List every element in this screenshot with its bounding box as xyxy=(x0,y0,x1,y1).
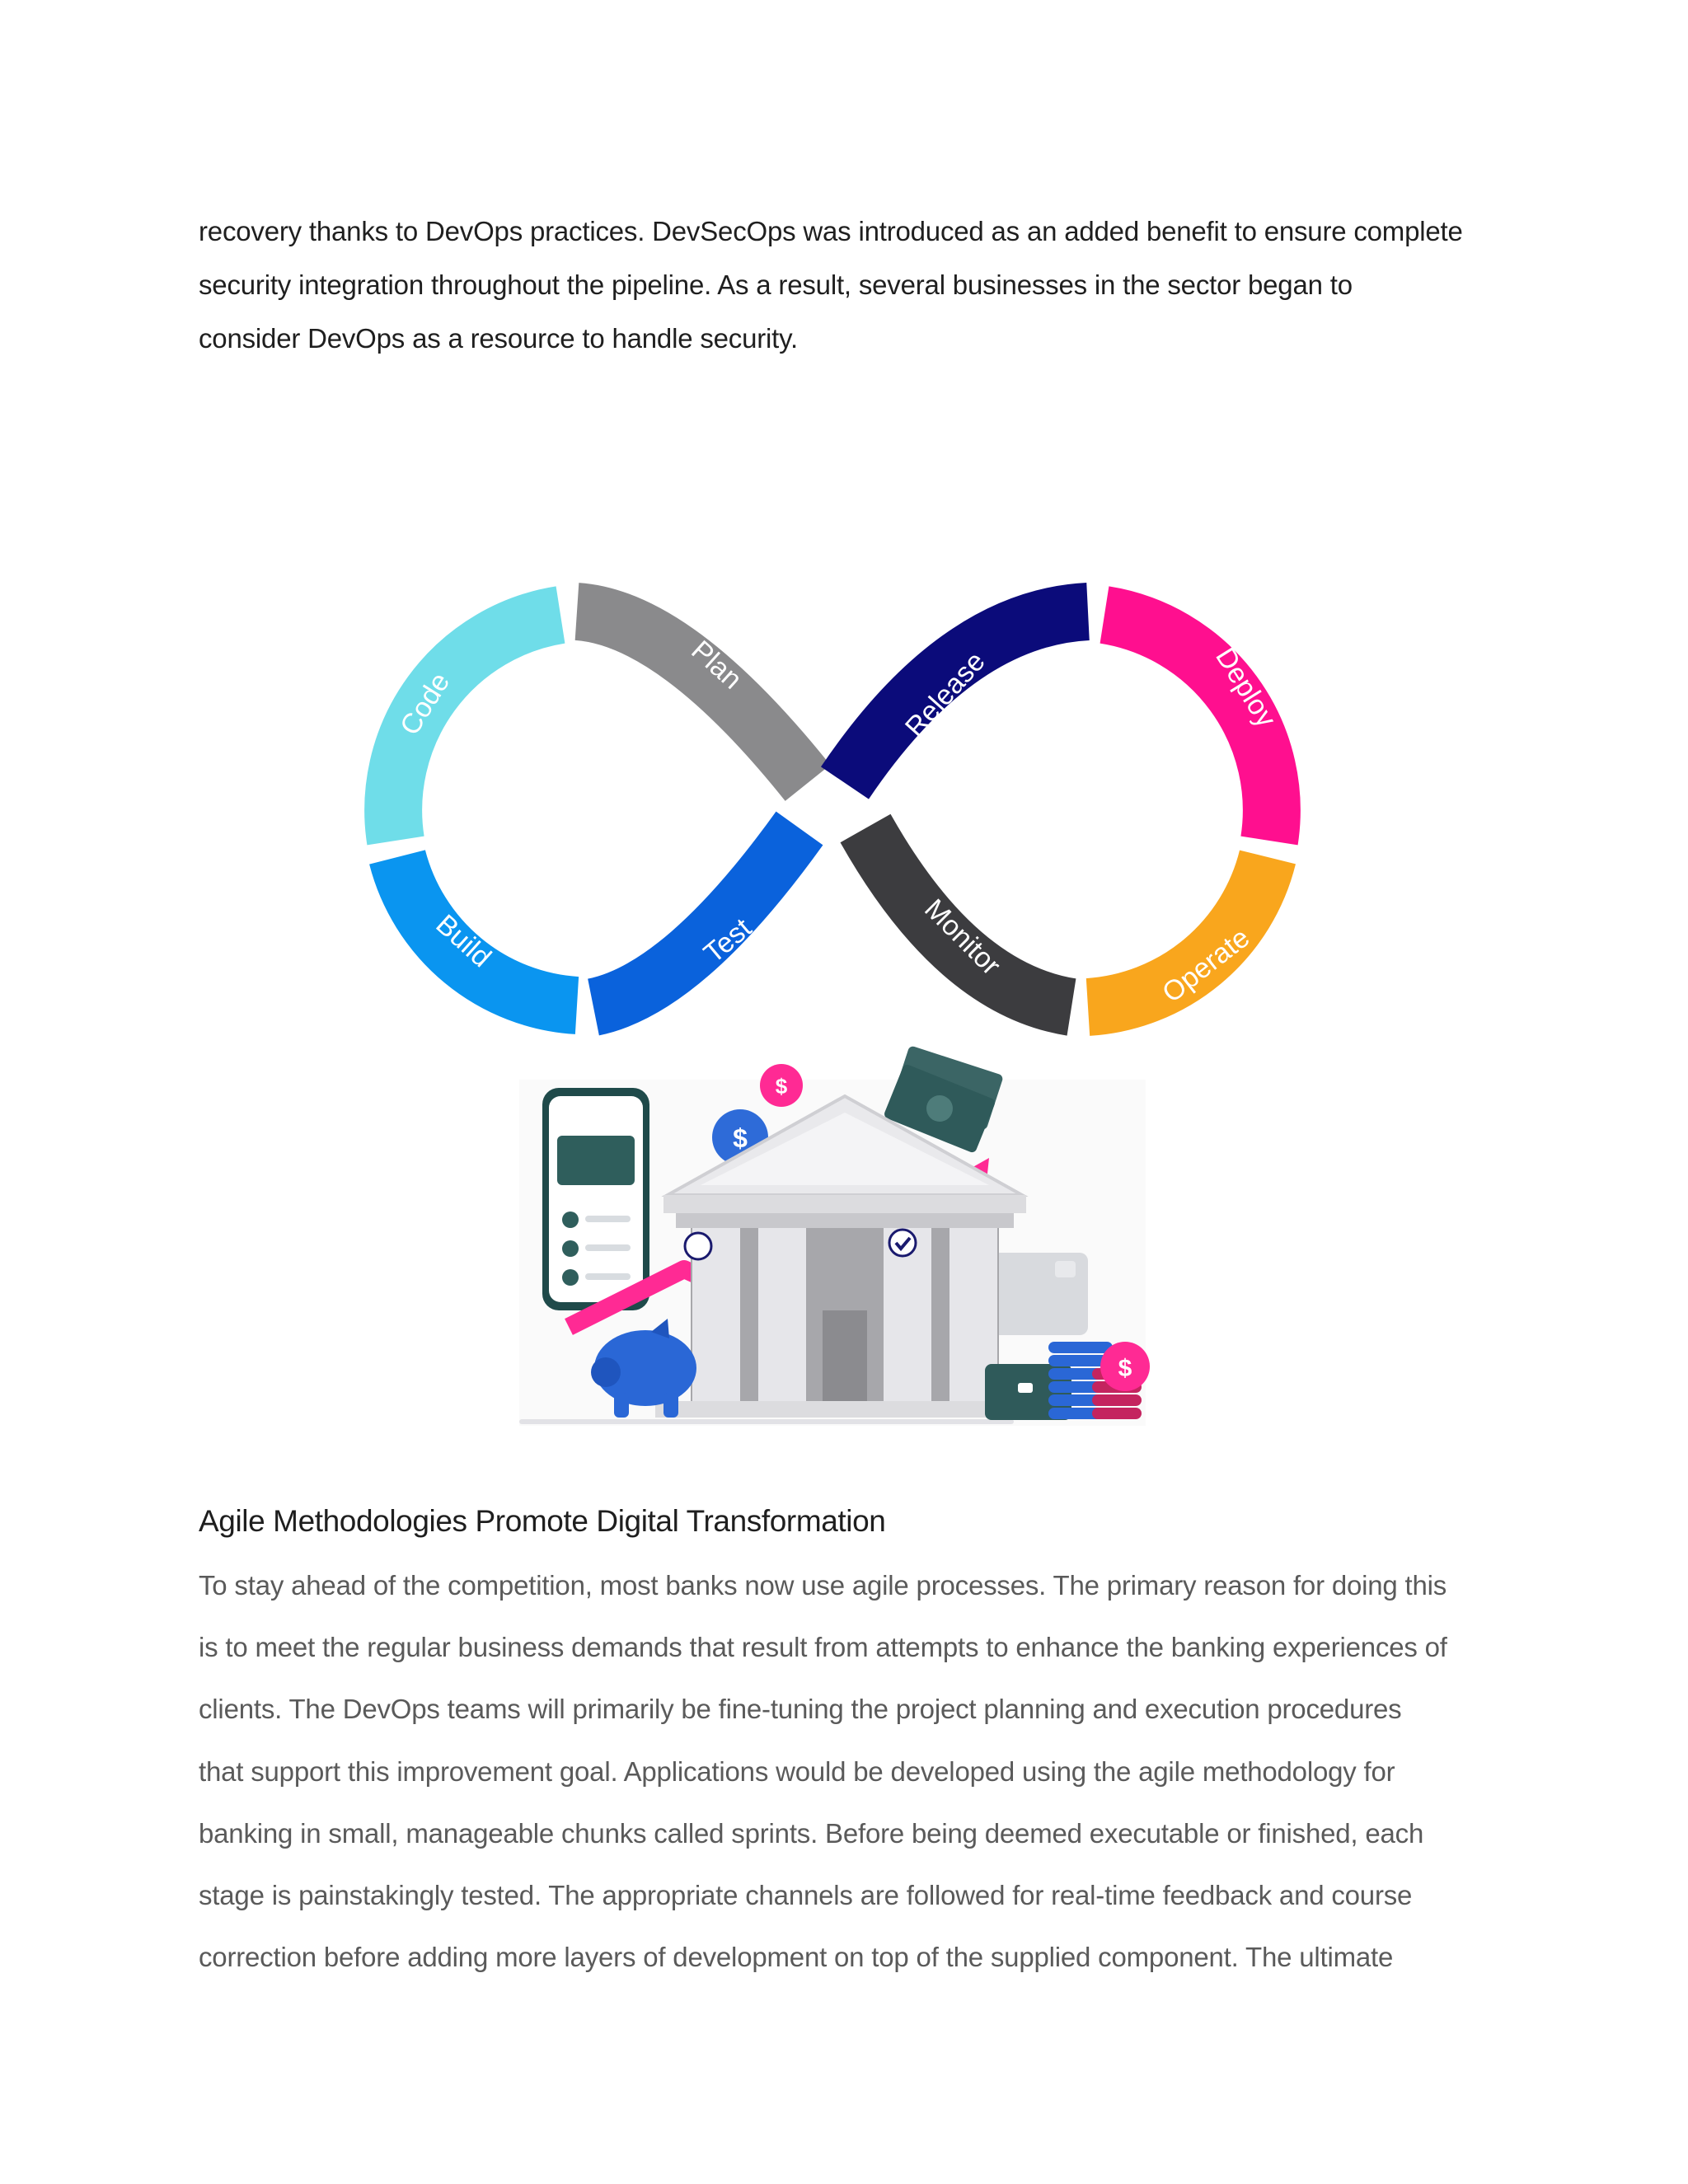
loop-label-plan: Plan xyxy=(685,634,748,696)
body-line: is to meet the regular business demands that result from attempts to enhance the banking experiences of xyxy=(199,1632,1447,1662)
body-line: that support this improvement goal. Applications would be developed using the agile methodology for xyxy=(199,1756,1395,1787)
section-heading: Agile Methodologies Promote Digital Transformation xyxy=(199,1504,886,1538)
loop-label-monitor: Monitor xyxy=(918,893,1007,982)
loop-label-build: Build xyxy=(429,908,498,974)
devops-banking-figure xyxy=(330,544,1368,1459)
body-line: clients. The DevOps teams will primarily be fine-tuning the project planning and execution procedures xyxy=(199,1694,1402,1724)
loop-segment-build xyxy=(397,857,577,1005)
intro-line: consider DevOps as a resource to handle security. xyxy=(199,323,798,354)
loop-label-operate: Operate xyxy=(1156,921,1256,1010)
loop-segment-monitor xyxy=(865,828,1071,1007)
loop-segment-plan xyxy=(577,612,808,783)
intro-line: recovery thanks to DevOps practices. DevSecOps was introduced as an added benefit to ensure complete xyxy=(199,216,1463,246)
body-line: correction before adding more layers of development on top of the supplied component. The ultimate xyxy=(199,1942,1394,1972)
coin-symbol: $ xyxy=(1118,1355,1132,1382)
loop-segment-release xyxy=(845,612,1088,783)
loop-label-deploy: Deploy xyxy=(1209,642,1282,733)
intro-line: security integration throughout the pipeline. As a result, several businesses in the sector began to xyxy=(199,269,1353,300)
devops-infinity-loop xyxy=(393,612,1272,1007)
bank-illustration xyxy=(519,1045,1150,1426)
body-line: stage is painstakingly tested. The appropriate channels are followed for real-time feedback and course xyxy=(199,1880,1413,1910)
loop-segment-deploy xyxy=(1104,615,1272,841)
coin-symbol: $ xyxy=(775,1074,788,1099)
loop-label-test: Test xyxy=(697,912,758,970)
loop-label-release: Release xyxy=(898,645,992,743)
coin-symbol: $ xyxy=(733,1123,748,1153)
body-line: To stay ahead of the competition, most banks now use agile processes. The primary reason for doing this xyxy=(199,1570,1447,1601)
loop-segment-test xyxy=(593,828,799,1007)
phone-icon xyxy=(542,1088,649,1310)
loop-label-code: Code xyxy=(394,667,457,741)
body-line: banking in small, manageable chunks called sprints. Before being deemed executable or finished, each xyxy=(199,1818,1424,1849)
